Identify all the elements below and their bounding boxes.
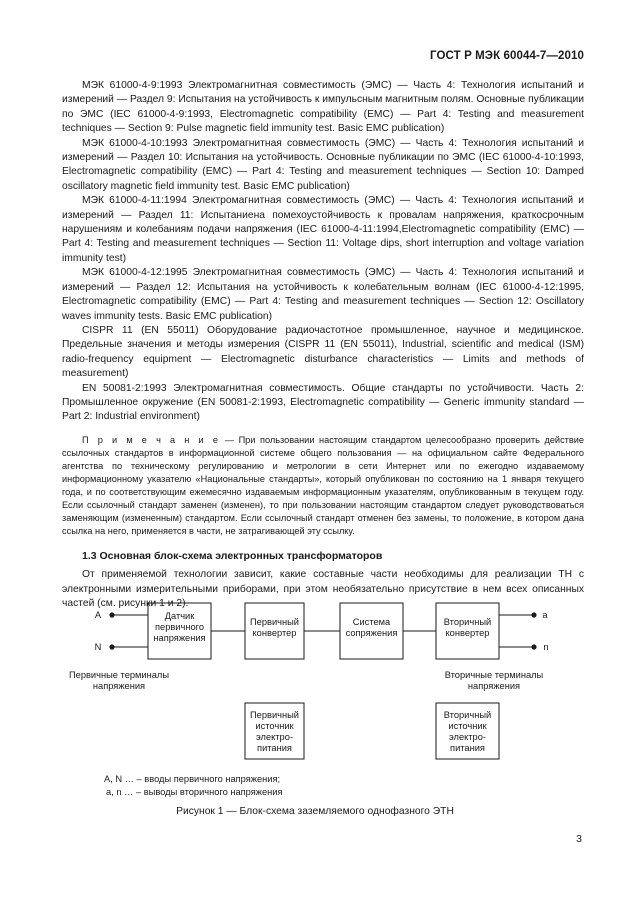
primary-power-label-4: питания — [257, 743, 292, 753]
block-diagram — [62, 592, 582, 762]
reference-iec-61000-4-12: МЭК 61000-4-12:1995 Электромагнитная совместимость (ЭМС) — Часть 4: Технология испытаний и измерений — Раздел 12: Испытания на устойчивость к колебательным волнам (IEC 61000-4-12:1995, Electromagnetic compatibility (EMC) — Part 4: Testing and measurement techniques — Section 12: Oscillatory waves immunity tests. Basic EMC publication) — [62, 267, 584, 322]
sensor-label-2: первичного — [154, 622, 205, 632]
section-paragraph: От применяемой технологии зависит, какие составные части необходимы для реализации ТН с электронными измерительными приборами, при этом необязательно присутствие в нем всех описанных частей (см. рисунки 1 и 2). — [62, 569, 584, 609]
reference-iec-61000-4-10: МЭК 61000-4-10:1993 Электромагнитная совместимость (ЭМС) — Часть 4: Технология испытаний и измерений — Раздел 10: Испытания на устойчивость. Основные публикации по ЭМС (IEC 61000-4-10:1993, Electromagnetic compatibility (EMC) — Part 4: Testing and measurement techniques — Section 10: Damped oscillatory magnetic field immunity test. Basic EMC publication) — [62, 137, 584, 192]
secondary-terminals-label-1: Вторичные терминалы — [444, 670, 544, 680]
main-content — [62, 79, 584, 611]
terminal-n-dot — [531, 644, 536, 649]
secondary-power-label-1: Вторичный — [443, 710, 492, 720]
primary-terminals-label-1: Первичные терминалы — [68, 670, 170, 680]
terminal-A-label: A — [94, 610, 102, 620]
reference-en-50081-2: EN 50081-2:1993 Электромагнитная совместимость. Общие стандарты по устойчивости. Часть 2: Промышленное окружение (EN 50081-2:1993, Electromagnetic compatibility — Generic immunity standard — Part 2: Industrial environment) — [62, 382, 584, 423]
reference-iec-61000-4-9: МЭК 61000-4-9:1993 Электромагнитная совместимость (ЭМС) — Часть 4: Технология испытаний и измерений — Раздел 9: Испытания на устойчивость к импульсным магнитным полям. Основные публикации по ЭМС (IEC 61000-4-9:1993, Electromagnetic compatibility (EMC) — Part 4: Testing and measurement techniques — Section 9: Pulse magnetic field immunity test. Basic EMC publication) — [62, 80, 584, 135]
secondary-power-label-2: источник — [448, 721, 487, 731]
sensor-label-1: Датчик — [164, 611, 195, 621]
terminal-n-label: n — [543, 642, 549, 652]
terminal-N-label: N — [94, 642, 102, 652]
sensor-label-3: напряжения — [153, 633, 206, 643]
interface-label-2: сопряжения — [345, 628, 398, 638]
terminal-a-dot — [531, 612, 536, 617]
primary-converter-label-2: конвертер — [252, 628, 297, 638]
primary-power-label-2: источник — [255, 721, 294, 731]
secondary-power-label-4: питания — [450, 743, 485, 753]
section-title: 1.3 Основная блок-схема электронных трансформаторов — [82, 549, 383, 562]
legend-line-secondary: a, n … – выводы вторичного напряжения — [106, 787, 283, 797]
note-paragraph — [62, 434, 584, 538]
note-label: П р и м е ч а н и е — [82, 434, 221, 445]
secondary-converter-label-1: Вторичный — [443, 617, 492, 627]
interface-label-1: Система — [352, 617, 391, 627]
secondary-power-label-3: электро- — [448, 732, 487, 742]
primary-converter-label-1: Первичный — [249, 617, 300, 627]
secondary-converter-label-2: конвертер — [445, 628, 490, 638]
document-header: ГОСТ Р МЭК 60044-7—2010 — [430, 50, 584, 62]
figure-caption: Рисунок 1 — Блок-схема заземляемого однофазного ЭТН — [176, 806, 454, 817]
terminal-A-dot — [109, 612, 114, 617]
legend-line-primary: A, N … – вводы первичного напряжения; — [104, 774, 281, 784]
reference-cispr-11: CISPR 11 (EN 55011) Оборудование радиочастотное промышленное, научное и медицинское. Предельные значения и методы измерения (CISPR 11 (EN 55011), Industrial, scientific and medical (ISM) radio-frequency equipment — Electromagnetic disturbance characteristics — Limits and methods of measurement) — [62, 324, 584, 380]
terminal-N-dot — [109, 644, 114, 649]
primary-power-label-3: электро- — [255, 732, 294, 742]
reference-iec-61000-4-11: МЭК 61000-4-11:1994 Электромагнитная совместимость (ЭМС) — Часть 4: Технология испытаний и измерений — Раздел 11: Испытаниена помехоустойчивость к провалам напряжения, краткосрочным нарушениям и колебаниям подачи напряжения (IEC 61000-4-11:1994,Electromagnetic compatibility (EMC) — Part 4: Testing and measurement techniques — Section 11: Voltage dips, short interruption and voltage variation immunity test) — [62, 195, 584, 264]
note-text: — При пользовании настоящим стандартом целесообразно проверить действие ссылочных стандартов в информационной системе общего пользования — на официальном сайте Федерального агентства по техническому регулированию и метрологии в сети Интернет или по ежегодно издаваемому информационному указателю «Национальные стандарты», который опубликован по состоянию на 1 января текущего года, и по соответствующим ежемесячно издаваемым информационным указателям, опубликованным в текущем году. Если ссылочный стандарт заменен (изменен), то при пользовании настоящим стандартом следует руководствоваться заменяющим (измененным) стандартом. Если ссылочный стандарт отменен без замены, то положение, в котором дана ссылка на него, применяется в части, не затрагивающей эту ссылку. — [62, 434, 584, 536]
primary-terminals-label-2: напряжения — [92, 681, 146, 691]
terminal-a-label: a — [542, 610, 548, 620]
diagram-legend — [104, 773, 283, 799]
secondary-terminals-label-2: напряжения — [467, 681, 521, 691]
primary-power-label-1: Первичный — [249, 710, 300, 720]
page-number: 3 — [576, 833, 582, 845]
